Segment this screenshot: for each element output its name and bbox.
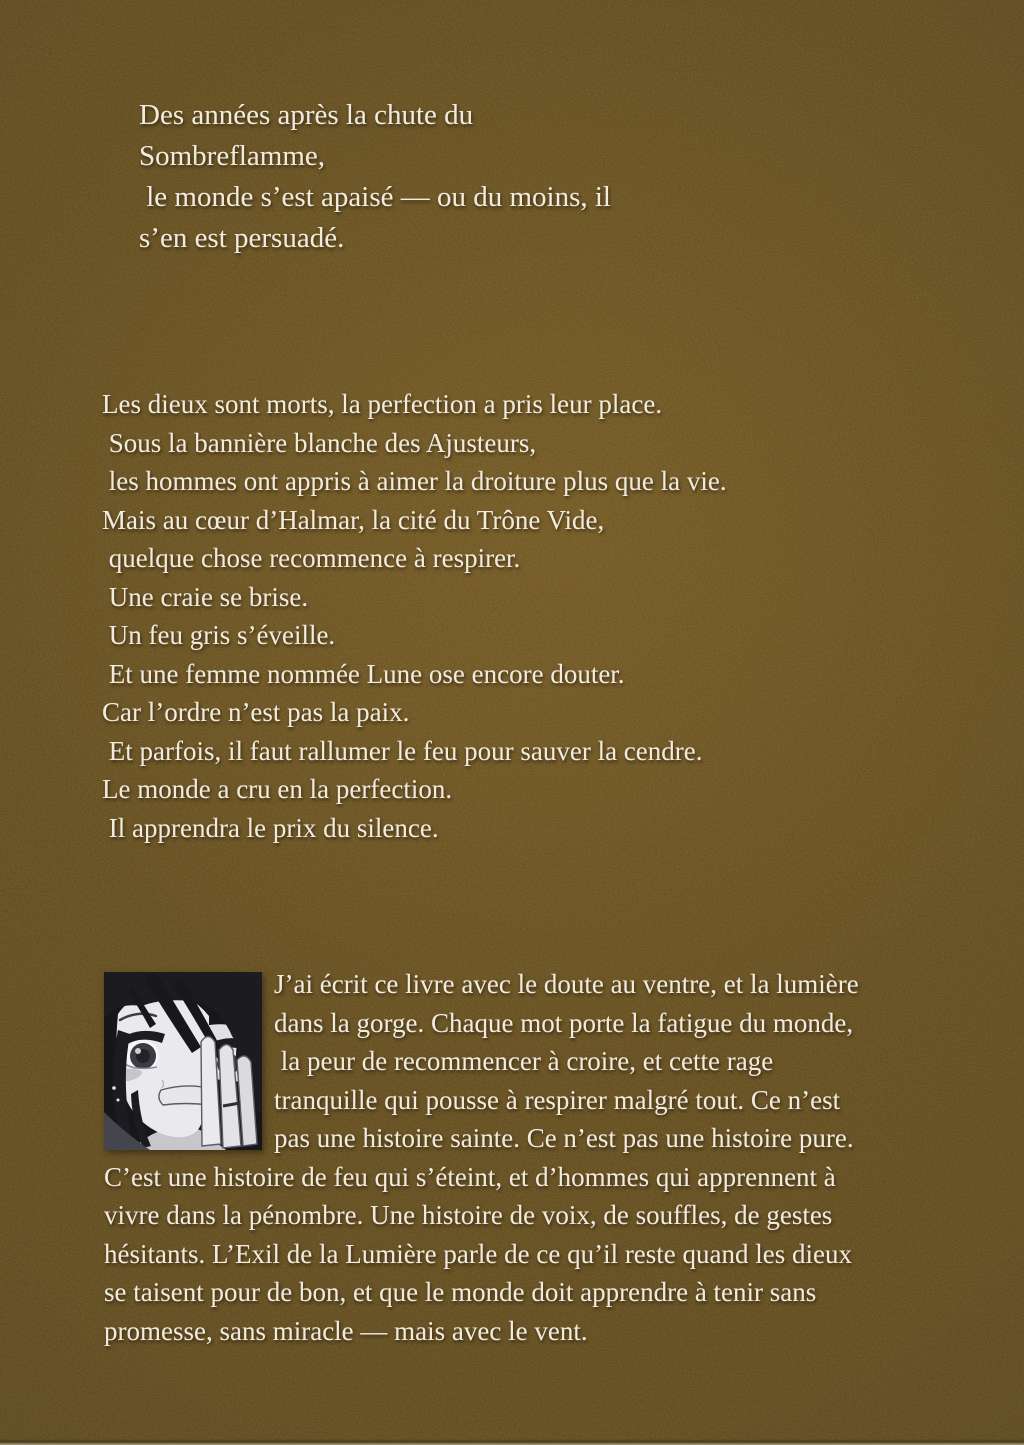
tagline-block xyxy=(139,95,759,259)
synopsis-line: Car l’ordre n’est pas la paix. xyxy=(102,697,410,727)
page-bottom-edge xyxy=(0,1439,1024,1445)
synopsis-line: les hommes ont appris à aimer la droiture plus que la vie. xyxy=(102,466,727,496)
synopsis-line: quelque chose recommence à respirer. xyxy=(102,543,521,573)
synopsis-line: Sous la bannière blanche des Ajusteurs, xyxy=(102,427,537,458)
author-note-line: tranquille qui pousse à respirer malgré tout. Ce n’est xyxy=(274,1084,841,1115)
author-note-line: J’ai écrit ce livre avec le doute au ventre, et la lumière xyxy=(274,969,859,999)
synopsis-line: Les dieux sont morts, la perfection a pris leur place. xyxy=(102,389,663,419)
synopsis-line: Le monde a cru en la perfection. xyxy=(102,774,453,804)
author-note-line: se taisent pour de bon, et que le monde doit apprendre à tenir sans xyxy=(104,1277,817,1307)
author-note-line: pas une histoire sainte. Ce n’est pas une histoire pure. xyxy=(274,1123,854,1153)
synopsis-line: Mais au cœur d’Halmar, la cité du Trône Vide, xyxy=(102,504,605,535)
synopsis-line: Il apprendra le prix du silence. xyxy=(102,812,439,843)
synopsis-line: Et parfois, il faut rallumer le feu pour sauver la cendre. xyxy=(102,735,703,766)
tagline-line: s’en est persuadé. xyxy=(139,222,345,254)
tagline-line: Sombreflamme, xyxy=(139,140,326,172)
author-note-line: la peur de recommencer à croire, et cette rage xyxy=(274,1046,774,1076)
tagline-line: le monde s’est apaisé — ou du moins, il xyxy=(139,181,611,213)
synopsis-line: Une craie se brise. xyxy=(102,581,309,612)
synopsis-line: Et une femme nommée Lune ose encore douter. xyxy=(102,658,625,689)
author-note-line: promesse, sans miracle — mais avec le vent. xyxy=(104,1315,588,1346)
synopsis-block xyxy=(102,385,962,847)
author-note-block xyxy=(104,965,940,1350)
author-note-line: dans la gorge. Chaque mot porte la fatigue du monde, xyxy=(274,1007,854,1038)
author-portrait-image xyxy=(104,972,262,1150)
synopsis-line: Un feu gris s’éveille. xyxy=(102,620,336,650)
author-note-line: C’est une histoire de feu qui s’éteint, et d’hommes qui apprennent à xyxy=(104,1161,836,1192)
tagline-line: Des années après la chute du xyxy=(139,99,474,131)
author-note-line: hésitants. L’Exil de la Lumière parle de ce qu’il reste quand les dieux xyxy=(104,1238,852,1269)
author-note-line: vivre dans la pénombre. Une histoire de voix, de souffles, de gestes xyxy=(104,1200,833,1230)
